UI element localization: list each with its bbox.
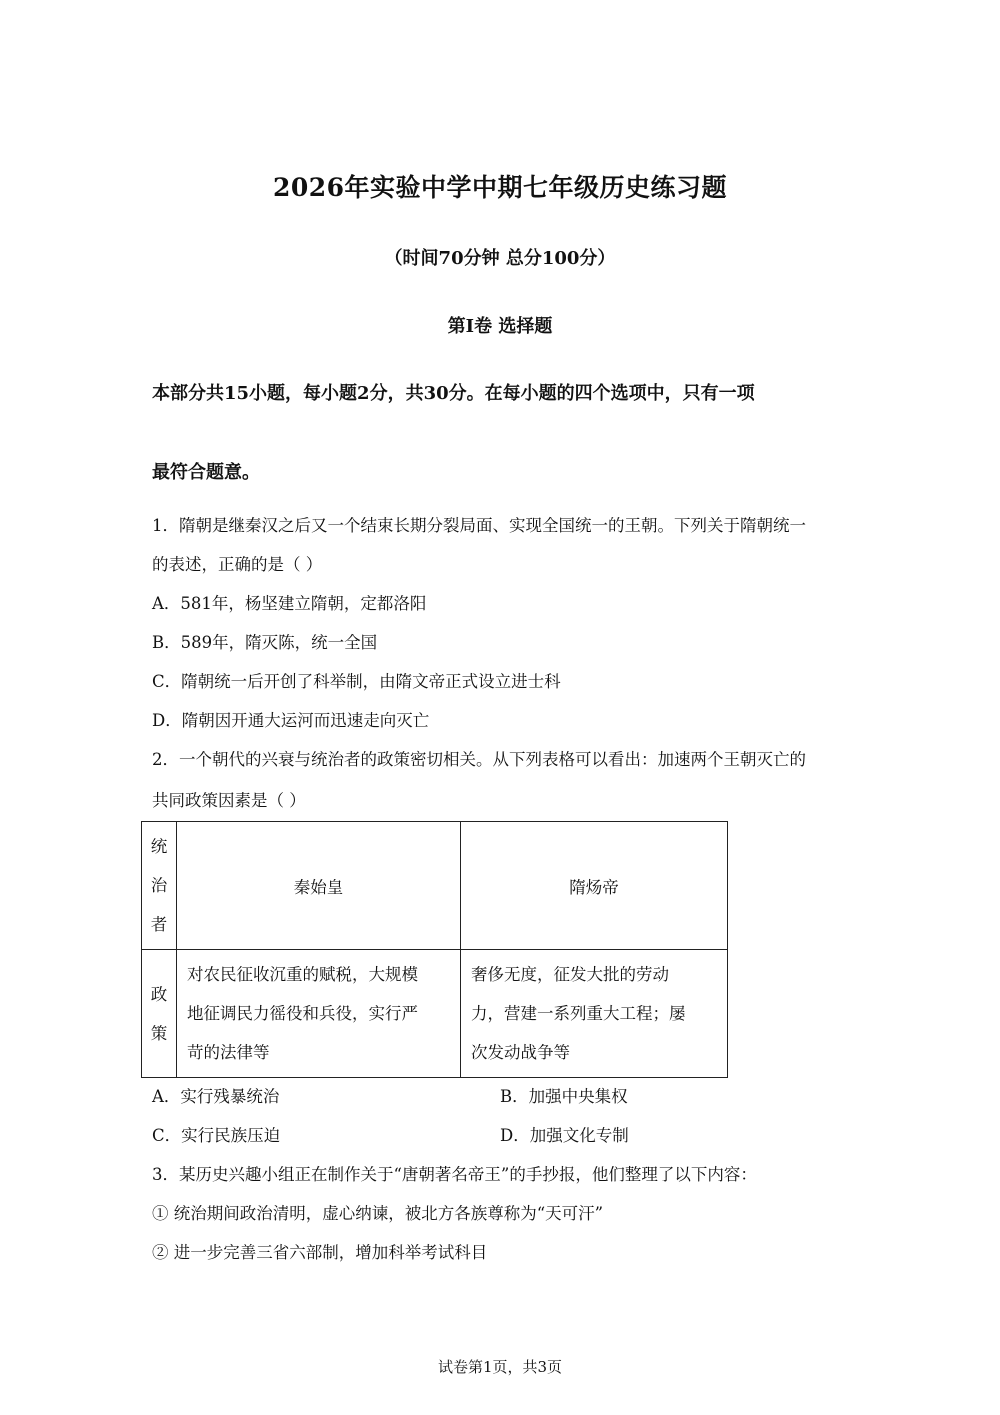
q1-option-b: B．589年，隋灭陈，统一全国 bbox=[152, 633, 378, 652]
page-footer: 试卷第1页，共3页 bbox=[437, 1358, 563, 1376]
policy-sui-yangdi: 奢侈无度，征发大批的劳动 力，营建一系列重大工程；屡 次发动战争等 bbox=[461, 950, 728, 1078]
q1-option-c: C．隋朝统一后开创了科举制，由隋文帝正式设立进士科 bbox=[152, 672, 561, 691]
q2-option-b: B．加强中央集权 bbox=[500, 1087, 628, 1106]
q2-option-a: A．实行残暴统治 bbox=[152, 1087, 280, 1106]
section-heading: 第Ⅰ卷 选择题 bbox=[447, 316, 553, 337]
ruler-qin-shihuang: 秦始皇 bbox=[177, 822, 461, 950]
policy-qin-shihuang: 对农民征收沉重的赋税，大规模 地征调民力徭役和兵役，实行严 苛的法律等 bbox=[177, 950, 461, 1078]
row-header-rulers: 统 治 者 bbox=[142, 822, 177, 950]
exam-subtitle: （时间70分钟 总分100分） bbox=[384, 248, 616, 269]
ruler-sui-yangdi: 隋炀帝 bbox=[461, 822, 728, 950]
exam-title: 2026年实验中学中期七年级历史练习题 bbox=[272, 173, 728, 202]
q2-comparison-table bbox=[141, 821, 728, 1078]
table-row-policies bbox=[142, 950, 728, 1078]
section-instructions-line-2: 最符合题意。 bbox=[152, 462, 260, 483]
q1-option-a: A．581年，杨坚建立隋朝，定都洛阳 bbox=[152, 594, 427, 613]
table-row-rulers bbox=[142, 822, 728, 950]
q2-stem-line-1: 2．一个朝代的兴衰与统治者的政策密切相关。从下列表格可以看出：加速两个王朝灭亡的 bbox=[152, 750, 806, 769]
q1-stem-line-1: 1．隋朝是继秦汉之后又一个结束长期分裂局面、实现全国统一的王朝。下列关于隋朝统一 bbox=[152, 516, 806, 535]
q2-stem-line-2: 共同政策因素是（ ） bbox=[152, 791, 306, 810]
q1-stem-line-2: 的表述，正确的是（ ） bbox=[152, 555, 323, 574]
q1-option-d: D．隋朝因开通大运河而迅速走向灭亡 bbox=[152, 711, 430, 730]
row-header-policies: 政 策 bbox=[142, 950, 177, 1078]
q3-item-1: ① 统治期间政治清明，虚心纳谏，被北方各族尊称为“天可汗” bbox=[152, 1204, 604, 1223]
q3-item-2: ② 进一步完善三省六部制，增加科举考试科目 bbox=[152, 1243, 488, 1262]
q2-option-c: C．实行民族压迫 bbox=[152, 1126, 281, 1145]
q2-option-d: D．加强文化专制 bbox=[500, 1126, 629, 1145]
q3-stem-line-1: 3．某历史兴趣小组正在制作关于“唐朝著名帝王”的手抄报，他们整理了以下内容： bbox=[152, 1165, 757, 1184]
section-instructions-line-1: 本部分共15小题，每小题2分，共30分。在每小题的四个选项中，只有一项 bbox=[152, 383, 755, 404]
